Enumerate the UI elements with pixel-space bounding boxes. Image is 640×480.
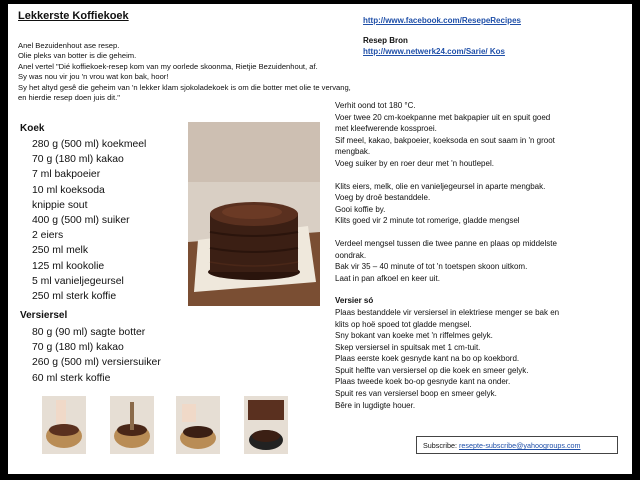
method-line: Verdeel mengsel tussen die twee panne en plaas op middelste <box>335 238 557 248</box>
method-block-4 <box>335 295 625 411</box>
step-photo-2 <box>110 396 154 454</box>
method-line: Plaas tweede koek bo-op gesnyde kant na onder. <box>335 377 511 387</box>
ingredient-item: 125 ml kookolie <box>32 260 105 272</box>
source-label: Resep Bron <box>363 36 408 45</box>
method-line: Voeg suiker by en roer deur met 'n houtlepel. <box>335 158 494 168</box>
versier-heading: Versier só <box>335 296 374 306</box>
intro-text <box>18 41 358 103</box>
method-line: mengbak. <box>335 147 371 157</box>
subscribe-label: Subscribe: <box>423 441 459 450</box>
ingredient-item: 250 ml sterk koffie <box>32 291 117 303</box>
cake-photo <box>188 122 320 306</box>
koek-heading: Koek <box>20 123 45 134</box>
recipe-title: Lekkerste Koffiekoek <box>18 10 129 22</box>
ingredient-item: 7 ml bakpoeier <box>32 169 101 181</box>
ingredient-item: 10 ml koeksoda <box>32 184 105 196</box>
ingredient-item: 250 ml melk <box>32 245 89 257</box>
method-line: Plaas bestanddele vir versiersel in elektriese menger se bak en <box>335 307 560 317</box>
method-block-1 <box>335 100 625 170</box>
intro-line: Sy was nou vir jou 'n vrou wat kon bak, hoor! <box>18 72 169 82</box>
step-photo-1 <box>42 396 86 454</box>
koek-ingredients <box>32 137 146 304</box>
method-text <box>335 100 625 411</box>
method-line: Voeg by droë bestanddele. <box>335 193 431 203</box>
subscribe-box <box>416 436 618 454</box>
method-line: Bak vir 35 – 40 minute of tot 'n toetspen skoon uitkom. <box>335 262 528 272</box>
method-line: Verhit oond tot 180 °C. <box>335 101 416 110</box>
method-line: klits op hoë spoed tot gladde mengsel. <box>335 319 472 329</box>
ingredient-item: 260 g (500 ml) versiersuiker <box>32 357 161 369</box>
ingredient-item: 80 g (90 ml) sagte botter <box>32 327 146 338</box>
recipe-page <box>8 4 632 474</box>
method-line: Sny bokant van koeke met 'n riffelmes gelyk. <box>335 331 493 341</box>
intro-line: Sy het altyd gesê die geheim van 'n lekker klam sjokoladekoek is om die botter met olie te vervang, <box>18 82 351 92</box>
method-line: Klits eiers, melk, olie en vanieljegeursel in aparte mengbak. <box>335 181 546 191</box>
intro-line: Olie pleks van botter is die geheim. <box>18 51 137 61</box>
method-block-3 <box>335 238 625 284</box>
method-line: Gooi koffie by. <box>335 204 386 214</box>
method-line: Sif meel, kakao, bakpoeier, koeksoda en sout saam in 'n groot <box>335 135 555 145</box>
method-line: Spuit helfte van versiersel op die koek en smeer gelyk. <box>335 365 529 375</box>
method-line: met kleefwerende kossproei. <box>335 124 437 134</box>
method-line: Skep versiersel in spuitsak met 1 cm-tuit. <box>335 342 481 352</box>
ingredient-item: 70 g (180 ml) kakao <box>32 154 124 166</box>
method-line: Voer twee 20 cm-koekpanne met bakpapier uit en spuit goed <box>335 112 551 122</box>
ingredient-item: 280 g (500 ml) koekmeel <box>32 139 147 150</box>
intro-line: Anel Bezuidenhout ase resep. <box>18 41 120 50</box>
method-line: Plaas eerste koek gesnyde kant na bo op koekbord. <box>335 354 520 364</box>
method-line: Bêre in lugdigte houer. <box>335 400 416 410</box>
step-photo-3 <box>176 396 220 454</box>
source-link[interactable]: http://www.netwerk24.com/Sarie/ Kos <box>363 47 505 56</box>
ingredient-item: knippie sout <box>32 199 88 211</box>
versiersel-ingredients <box>32 325 161 386</box>
method-line: Klits goed vir 2 minute tot romerige, gladde mengsel <box>335 216 520 226</box>
method-block-2 <box>335 181 625 227</box>
ingredient-item: 2 eiers <box>32 230 64 242</box>
ingredient-item: 70 g (180 ml) kakao <box>32 342 124 354</box>
ingredient-item: 5 ml vanieljegeursel <box>32 275 124 287</box>
intro-line: en hierdie resep doen juis dit." <box>18 93 120 103</box>
ingredient-item: 60 ml sterk koffie <box>32 372 111 384</box>
step-photo-4 <box>244 396 288 454</box>
versiersel-heading: Versiersel <box>20 310 68 321</box>
facebook-link[interactable]: http://www.facebook.com/ResepeRecipes <box>363 16 521 25</box>
intro-line: Anel vertel "Dié koffiekoek-resep kom van my oorlede skoonma, Rietjie Bezuidenhout, af. <box>18 61 318 71</box>
method-line: Laat in pan afkoel en keer uit. <box>335 273 440 283</box>
method-line: oondrak. <box>335 250 367 260</box>
method-line: Spuit res van versiersel boop en smeer gelyk. <box>335 389 497 399</box>
subscribe-email-link[interactable]: resepte-subscribe@yahoogroups.com <box>458 441 581 450</box>
ingredient-item: 400 g (500 ml) suiker <box>32 215 130 227</box>
